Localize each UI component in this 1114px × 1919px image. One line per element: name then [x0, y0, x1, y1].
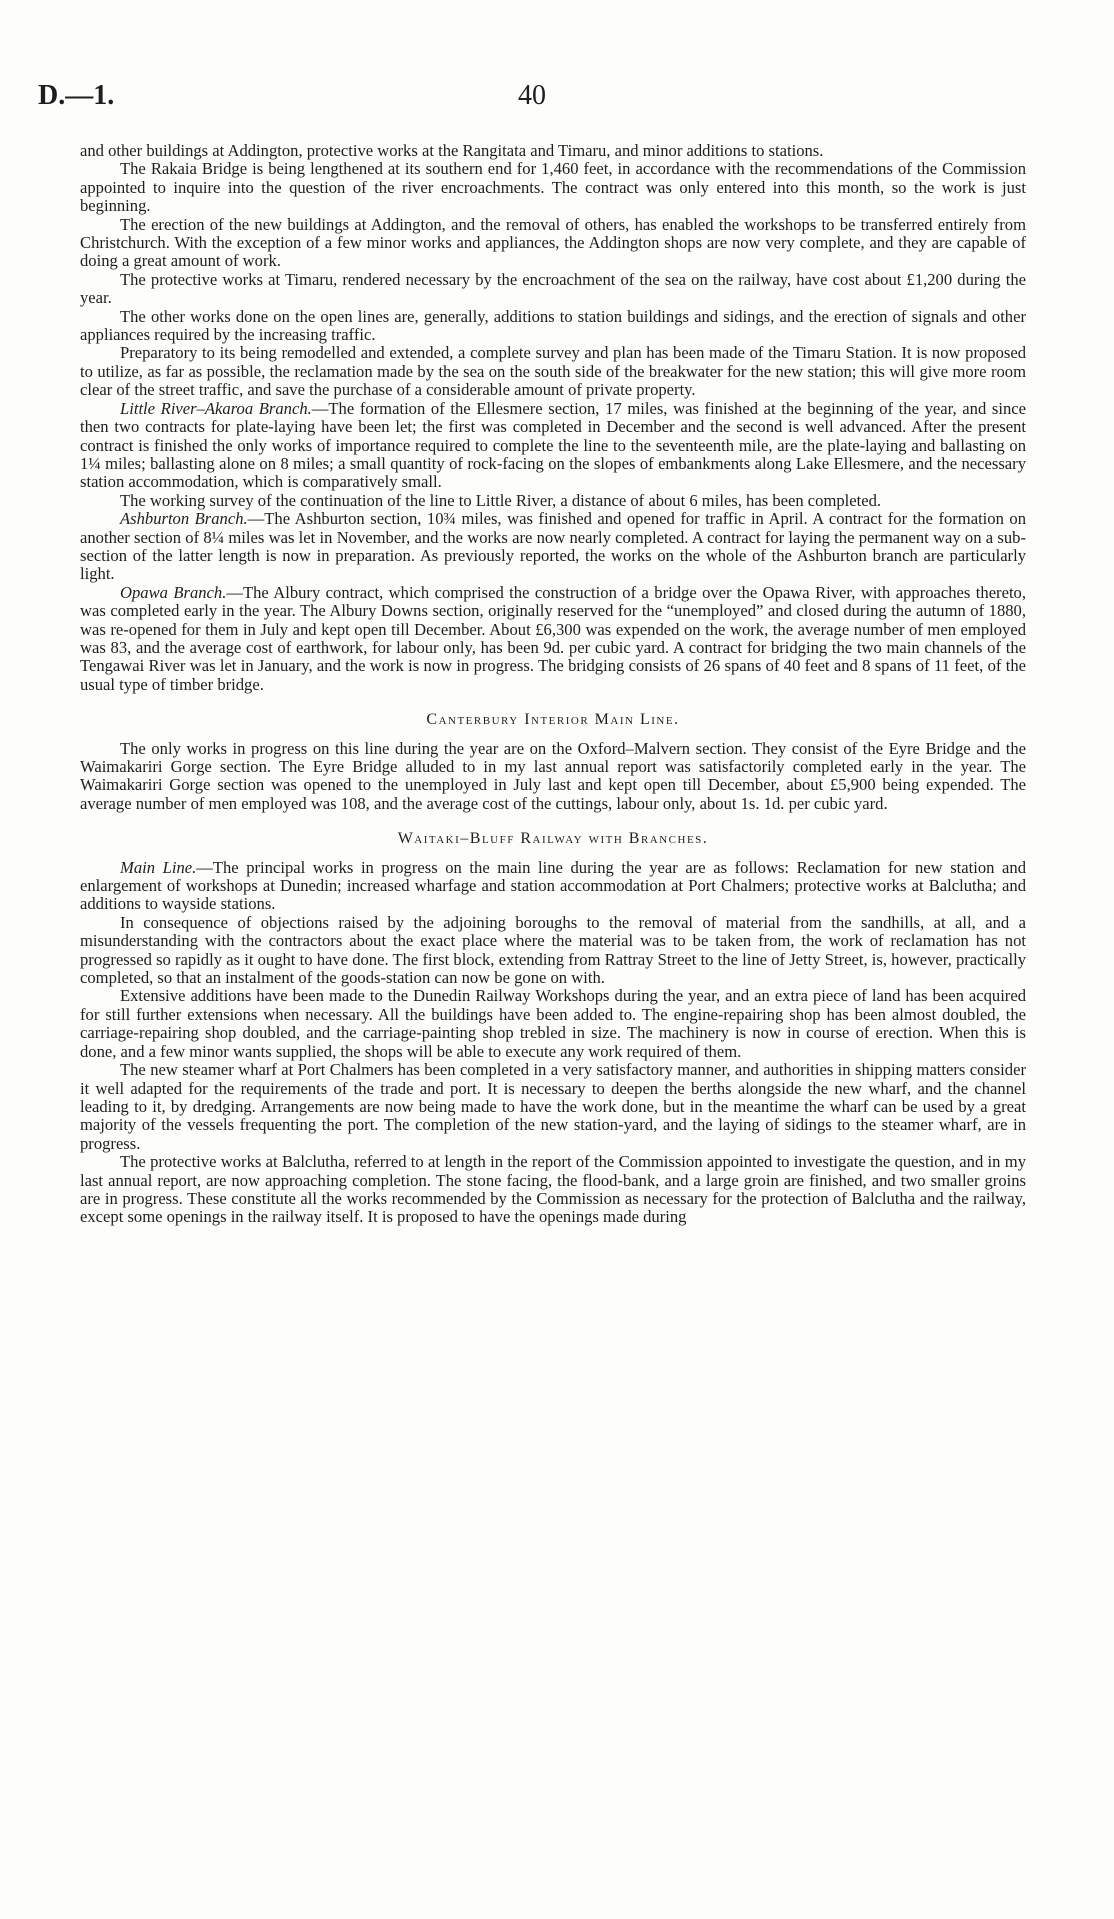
- paragraph-text: The protective works at Balclutha, referred to at length in the report of the Commission appointed to investigate the question, and in my last annual report, are now approaching completion. The stone facing, the flood-bank, and a large groin are finished, and two smaller groins are in progress. These constitute all the works recommended by the Commission as necessary for the protection of Balclutha and the railway, except some openings in the railway itself. It is proposed to have the openings made during: [80, 1152, 1026, 1227]
- paragraph: [80, 584, 1026, 694]
- paragraph-text: —The principal works in progress on the main line during the year are as follows: Reclamation for new station and enlargement of workshops at Dunedin; increased wharfage and station accommodation at Port Chalmers; protective works at Balclutha; and additions to wayside stations.: [80, 857, 1026, 914]
- paragraph-text: —The Albury contract, which comprised the construction of a bridge over the Opawa River, with approaches thereto, was completed early in the year. The Albury Downs section, originally reserved for the “unemployed” and closed during the autumn of 1880, was re-opened for them in July and kept open till December. About £6,300 was expended on the work, the average number of men employed was 83, and the average cost of earthwork, for labour only, has been 9d. per cubic yard. A contract for bridging the two main channels of the Tengawai River was let in January, and the work is now in progress. The bridging consists of 26 spans of 40 feet and 8 spans of 11 feet, of the usual type of timber bridge.: [80, 582, 1027, 694]
- paragraph: [80, 914, 1026, 988]
- paragraph-text: The other works done on the open lines are, generally, additions to station buildings and sidings, and the erection of signals and other appliances required by the increasing traffic.: [80, 306, 1026, 345]
- page-number: 40: [518, 80, 546, 111]
- paragraph-lead: Ashburton Branch.: [120, 509, 248, 529]
- paragraph-lead: Main Line.: [120, 857, 197, 877]
- paragraph: [80, 740, 1026, 814]
- paragraph-text: The only works in progress on this line during the year are on the Oxford–Malvern section. They consist of the Eyre Bridge and the Waimakariri Gorge section. The Eyre Bridge alluded to in my last annual report was satisfactorily completed early in the year. The Waimakariri Gorge section was opened to the unemployed in July last and kept open till December, about £5,900 being expended. The average number of men employed was 108, and the average cost of the cuttings, labour only, about 1s. 1d. per cubic yard.: [80, 738, 1026, 813]
- paragraph-lead: Opawa Branch.: [120, 582, 227, 602]
- paragraph-text: The new steamer wharf at Port Chalmers has been completed in a very satisfactory manner, and authorities in shipping matters consider it well adapted for the requirements of the trade and port. It is necessary to deepen the berths alongside the new wharf, and the channel leading to it, by dredging. Arrangements are now being made to have the work done, but in the meantime the wharf can be used by a great majority of the vessels frequenting the port. The completion of the new station-yard, and the laying of sidings to the steamer wharf, are in progress.: [80, 1060, 1026, 1153]
- section-heading: Waitaki–Bluff Railway with Branches.: [397, 830, 709, 848]
- paragraph: [80, 160, 1026, 215]
- paragraph: [80, 344, 1026, 399]
- paragraph: [80, 1153, 1026, 1227]
- paragraph: [80, 1061, 1026, 1153]
- report-body: [80, 142, 1026, 1227]
- paragraph: [80, 492, 1026, 510]
- paragraph-lead: Little River–Akaroa Branch.: [120, 398, 312, 418]
- paragraph-text: Extensive additions have been made to the Dunedin Railway Workshops during the year, and an extra piece of land has been acquired for still further extensions when necessary. All the buildings have been added to. The engine-repairing shop has been almost doubled, the carriage-repairing shop doubled, and the carriage-painting shop trebled in size. The machinery is now in course of erection. When this is done, and a few minor wants supplied, the shops will be able to execute any work required of them.: [80, 986, 1026, 1061]
- document-reference: D.—1.: [38, 80, 115, 111]
- section-heading: Canterbury Interior Main Line.: [426, 711, 680, 729]
- paragraph-text: —The formation of the Ellesmere section, 17 miles, was finished at the beginning of the year, and since then two contracts for plate-laying have been let; the first was completed in December and the second is well advanced. After the present contract is finished the only works of importance required to complete the line to the seventeenth mile, are the plate-laying and ballasting on 1¼ miles; ballasting alone on 8 miles; a small quantity of rock-facing on the slopes of embankments along Lake Ellesmere, and the necessary station accommodation, which is comparatively small.: [80, 398, 1026, 492]
- paragraph: [80, 142, 1026, 160]
- paragraph: [80, 400, 1026, 492]
- paragraph: [80, 271, 1026, 308]
- paragraph: [80, 308, 1026, 345]
- paragraph: [80, 987, 1026, 1061]
- paragraph-text: The protective works at Timaru, rendered necessary by the encroachment of the sea on the railway, have cost about £1,200 during the year.: [80, 269, 1026, 308]
- paragraph-text: In consequence of objections raised by the adjoining boroughs to the removal of material from the sandhills, at all, and a misunderstanding with the contractors about the exact place where the material was to be taken from, the work of reclamation has not progressed so rapidly as it ought to have done. The first block, extending from Rattray Street to the line of Jetty Street, is, however, practically completed, so that an instalment of the goods-station can now be gone on with.: [80, 912, 1026, 988]
- paragraph-text: —The Ashburton section, 10¾ miles, was finished and opened for traffic in April. A contract for the formation on another section of 8¼ miles was let in November, and the works are now nearly completed. A contract for laying the permanent way on a sub-section of the latter length is now in preparation. As previously reported, the works on the whole of the Ashburton branch are particularly light.: [80, 509, 1026, 584]
- paragraph: [80, 859, 1026, 914]
- paragraph-text: The working survey of the continuation of the line to Little River, a distance of about 6 miles, has been completed.: [120, 490, 882, 510]
- paragraph: [80, 216, 1026, 271]
- paragraph-text: The Rakaia Bridge is being lengthened at its southern end for 1,460 feet, in accordance with the recommendations of the Commission appointed to inquire into the question of the river encroachments. The contract was only entered into this month, so the work is just beginning.: [80, 159, 1026, 216]
- paragraph-text: Preparatory to its being remodelled and extended, a complete survey and plan has been made of the Timaru Station. It is now proposed to utilize, as far as possible, the reclamation made by the sea on the south side of the breakwater for the new station; this will give more room clear of the street traffic, and save the purchase of a considerable amount of private property.: [80, 343, 1026, 400]
- paragraph-text: The erection of the new buildings at Addington, and the removal of others, has enabled the workshops to be transferred entirely from Christchurch. With the exception of a few minor works and appliances, the Addington shops are now very complete, and they are capable of doing a great amount of work.: [80, 214, 1026, 271]
- paragraph: [80, 510, 1026, 584]
- paragraph-text: and other buildings at Addington, protective works at the Rangitata and Timaru, and minor additions to stations.: [80, 141, 824, 160]
